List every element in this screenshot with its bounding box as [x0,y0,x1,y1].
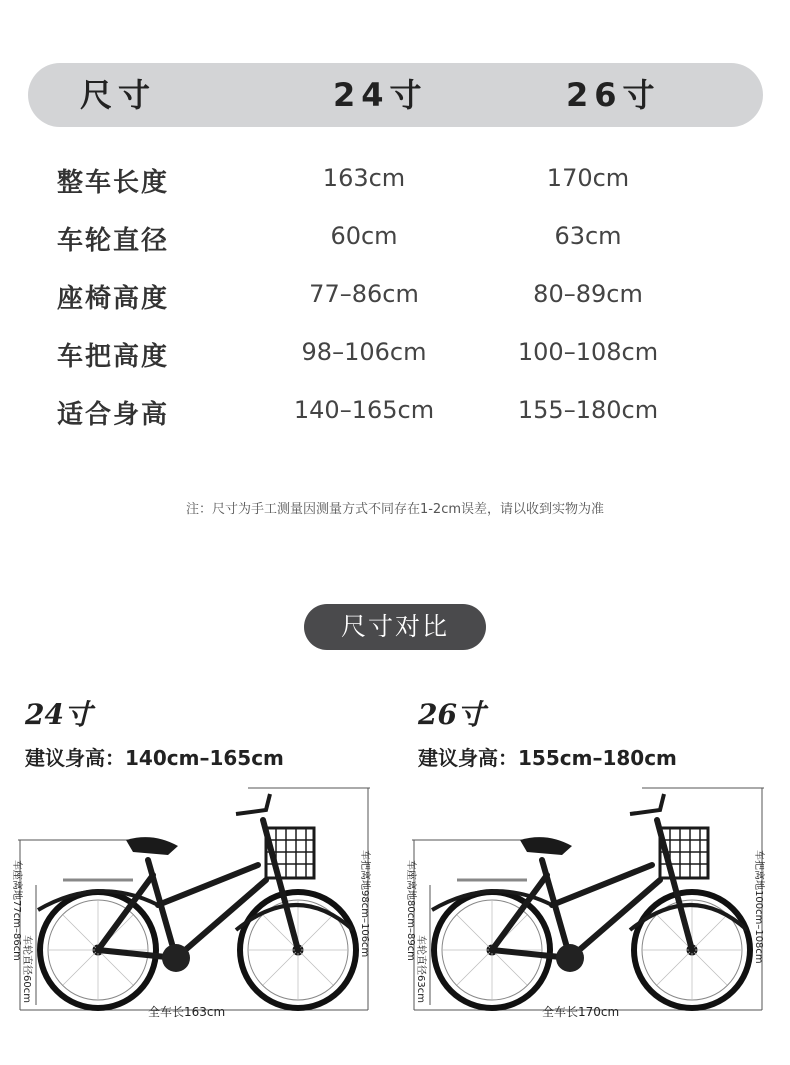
row-label: 车把高度 [57,342,170,372]
cell-24: 98–106cm [301,338,427,366]
seat [126,837,178,855]
row-label: 适合身高 [57,400,170,430]
bike-26-suggest: 建议身高：155cm–180cm [418,746,677,770]
total-length-label: 全车长170cm [542,1005,620,1019]
bike-24-illustration [8,780,380,1030]
cell-26: 63cm [554,222,622,250]
seat-height-label: 车座离地77cm–86cm [11,860,22,961]
spokes [48,900,348,1000]
chainring [162,944,190,972]
handlebar [630,794,664,814]
handlebar-height-label: 车把离地100cm–108cm [753,850,764,964]
row-label: 车轮直径 [57,226,170,256]
cell-26: 100–108cm [517,338,659,366]
header-24: 24寸 [333,76,428,114]
handlebar-height-label: 车把离地98cm–106cm [359,850,370,958]
cell-24: 163cm [322,164,406,192]
cell-24: 140–165cm [293,396,435,424]
cell-24: 60cm [330,222,398,250]
header-26: 26寸 [566,76,661,114]
compare-title-pill: 尺寸对比 [304,604,486,650]
seat-height-label: 车座离地80cm–89cm [405,860,416,961]
cell-26: 80–89cm [533,280,643,308]
size-table-header [28,63,763,127]
chainring [556,944,584,972]
row-label: 整车长度 [57,168,170,198]
handlebar [236,794,270,814]
wheel-diameter-label: 车轮直径63cm [415,935,426,1003]
spokes [442,900,742,1000]
measurement-note: 注：尺寸为手工测量因测量方式不同存在1-2cm误差，请以收到实物为准 [185,502,605,517]
wheel-diameter-label: 车轮直径60cm [21,935,32,1003]
bike-26-title: 26寸 [418,698,485,731]
cell-24: 77–86cm [309,280,419,308]
bike-26-illustration [402,780,774,1030]
header-size: 尺寸 [80,76,157,114]
total-length-label: 全车长163cm [148,1005,226,1019]
cell-26: 155–180cm [517,396,659,424]
bike-24-suggest: 建议身高：140cm–165cm [25,746,284,770]
cell-26: 170cm [546,164,630,192]
seat [520,837,572,855]
bike-24-title: 24寸 [25,698,92,731]
row-label: 座椅高度 [57,284,170,314]
